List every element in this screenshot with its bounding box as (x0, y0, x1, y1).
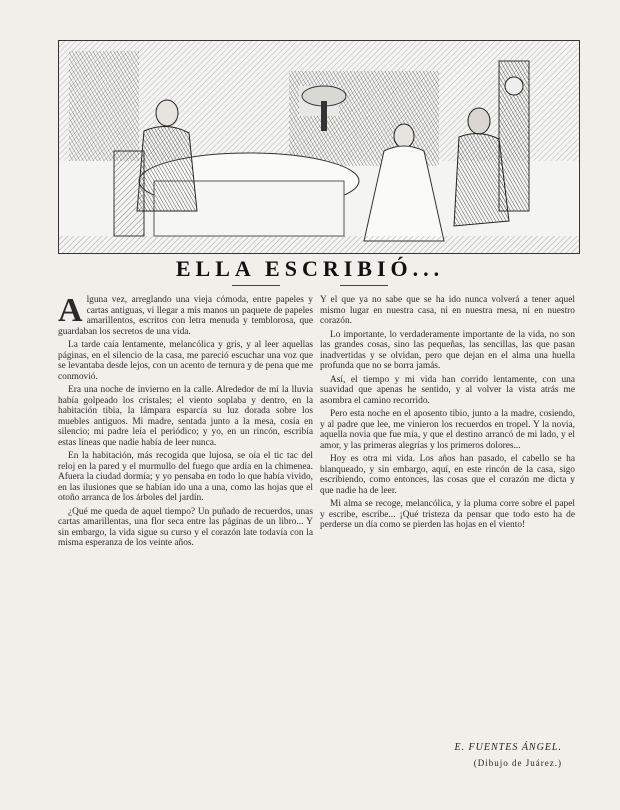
paragraph: Era una noche de invierno en la calle. Alrededor de mí la lluvia había golpeado los cristales; el viento soplaba y dentro, en la habitación tibia, la lámpara esparcía su luz dorada sobre los muebles antiguos. Mi madre, sentada junto a la mesa, cosía en silencio; mi padre leía el periódico; y yo, en un rincón, escribía estas líneas que nadie había de leer nunca. (58, 385, 313, 448)
paragraph: Alguna vez, arreglando una vieja cómoda, entre papeles y cartas antiguas, vi llegar a mis manos un paquete de papeles amarillentos, escritos con letra menuda y temblorosa, que guardaban los secretos de una vida. (58, 295, 313, 337)
paragraph: Pero esta noche en el aposento tibio, junto a la madre, cosiendo, y al padre que lee, me vinieron los recuerdos en tropel. Y la novia, aquella novia que fue mía, y que el destino arrancó de mi lado, y el amor, y las primeras alegrías y los primeros dolores... (320, 409, 575, 451)
paragraph: ¿Qué me queda de aquel tiempo? Un puñado de recuerdos, unas cartas amarillentas, una flor seca entre las páginas de un libro... Y sin embargo, la vida sigue su curso y el corazón late todavía con la misma esperanza de los veinte años. (58, 506, 313, 548)
illustration (58, 40, 580, 254)
right-column (320, 295, 575, 735)
paragraph: Hoy es otra mi vida. Los años han pasado, el cabello se ha blanqueado, y sin embargo, aquí, en este rincón de la casa, sigo escribiendo, como entonces, las cosas que el corazón me dicta y que nadie ha de leer. (320, 454, 575, 496)
author-signature: E. FUENTES ÁNGEL. (454, 742, 562, 753)
paragraph: Mi alma se recoge, melancólica, y la pluma corre sobre el papel y escribe, escribe... ¡Qué tristeza da pensar que todo esto ha de perderse un día como se pierden las hojas en el viento! (320, 499, 575, 530)
drop-cap: A (58, 295, 83, 329)
paragraph: Así, el tiempo y mi vida han corrido lentamente, con una suavidad que apenas he sentido, y al volver la vista atrás me asombra el camino recorrido. (320, 374, 575, 406)
paragraph: Lo importante, lo verdaderamente importante de la vida, no son las grandes cosas, sino las pequeñas, las sencillas, las que pasan inadvertidas y se olvidan, pero que dejan en el alma una huella profunda que no se borra jamás. (320, 329, 575, 371)
illustration-credit: (Dibujo de Juárez.) (473, 758, 562, 768)
left-column (58, 295, 313, 735)
article-title: ELLA ESCRIBIÓ... (175, 256, 445, 281)
paragraph: En la habitación, más recogida que lujosa, se oía el tic tac del reloj en la pared y el murmullo del fuego que ardía en la chimenea. Afuera la ciudad dormía; y yo pensaba en todo lo que había vivido, en las ilusiones que se habían ido una a una, como las hojas que el otoño arranca de los árboles del jardín. (58, 451, 313, 503)
title-rule-right (340, 285, 388, 286)
paragraph: La tarde caía lentamente, melancólica y gris, y al leer aquellas páginas, en el silencio de la casa, me pareció escuchar una voz que se levantaba desde lejos, con un acento de ternura y de pena que me conmovió. (58, 340, 313, 382)
title-rule-left (232, 285, 280, 286)
family-scene-drawing (59, 41, 579, 253)
paragraph: Y el que ya no sabe que se ha ido nunca volverá a tener aquel mismo lugar en nuestra casa, ni en nuestra mesa, ni en nuestro corazón. (320, 295, 575, 326)
